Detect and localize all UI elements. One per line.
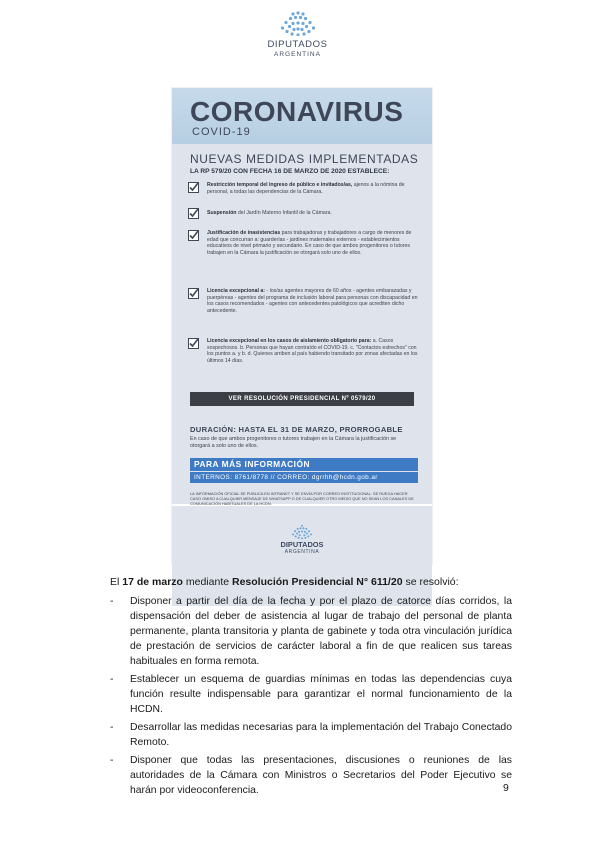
flyer-subtitle: COVID-19 [192,126,251,138]
measure-text: Licencia excepcional en los casos de aislamiento obligatorio para: a. Casos sospechosos. b. Personas que hayan contraído el COVID-19. c. "Contactos estrechos" con los puntos a. y b. d. Quienes arriben al país habiendo transitado por zonas afectadas en los últimos 14 días. [207,338,418,364]
flyer-banner [172,88,432,144]
checkbox-checked-icon [188,182,199,193]
flyer-footer-name: DIPUTADOS [280,540,324,549]
flyer-lower [172,506,432,606]
info-title: PARA MÁS INFORMACIÓN [190,458,418,471]
checkbox-checked-icon [188,288,199,299]
congress-dome-icon [272,10,324,36]
list-item: - Establecer un esquema de guardias mínimas en todas las dependencias cuya función resulte indispensable para garantizar el normal funcionamiento de la HCDN. [110,674,512,715]
checkbox-checked-icon [188,338,199,349]
congress-dome-icon [287,524,317,539]
org-name: DIPUTADOS [267,39,328,50]
measure-text: Justificación de inasistencias para trabajadoras y trabajadores a cargo de menores de edad que concurran a: guarderías - jardines maternales externos - establecimientos educativos de nivel primario y secundario. En caso de que ambos progenitores o tutores trabajen en la Cámara la justificación se otorgará solo uno de ellos. [207,230,412,256]
page-number: 9 [503,782,509,794]
org-country: ARGENTINA [274,51,321,58]
measures-heading: NUEVAS MEDIDAS IMPLEMENTADAS [190,152,419,166]
measure-text: Suspensión del Jardín Materno Infantil de la Cámara. [207,210,332,216]
list-item: - Disponer que todas las presentaciones, discusiones o reuniones de las autoridades de la Cámara con Ministros o Secretarios del Poder Ejecutivo se harán por videoconferencia. [110,755,512,796]
duration-text: En caso de que ambos progenitores o tutores trabajen en la Cámara la justificación se otorgará a solo uno de ellos. [190,436,397,449]
measure-text: Restricción temporal del ingreso de público e invitados/as, ajenos a la nómina de personal, a todas las dependencias de la Cámara. [207,182,405,195]
flyer-footer-country: ARGENTINA [284,549,320,555]
checkbox-checked-icon [188,230,199,241]
checkbox-checked-icon [188,208,199,219]
info-box [190,458,418,485]
flyer-footer-logo [172,524,432,555]
list-item: - Disponer a partir del día de la fecha y por el plazo de catorce días corridos, la dispensación del deber de asistencia al lugar de trabajo del personal de planta permanente, planta transitoria y planta de gabinete y toda otra vinculación jurídica de prestación de servicios de carácter laboral a fin de que realicen sus tareas habituales en forma remota. [110,596,512,667]
flyer-body [172,144,432,504]
intro-paragraph: El 17 de marzo mediante Resolución Presidencial N° 611/20 se resolvió: [110,576,459,588]
duration-heading: DURACIÓN: HASTA EL 31 DE MARZO, PRORROGABLE [190,425,403,434]
measure-text: Licencia excepcional a: - los/as agentes mayores de 60 años - agentes embarazadas y puerpéreas - agentes del programa de inclusión laboral para personas con discapacidad en los casos recomendados - agentes con antecedentes patológicos que acrediten dicho antecedente. [207,288,418,314]
coronavirus-flyer [172,88,432,564]
view-resolution-button[interactable]: VER RESOLUCIÓN PRESIDENCIAL Nº 0579/20 [190,392,414,406]
header-logo [0,10,595,58]
resolution-list [110,594,512,801]
flyer-disclaimer: LA INFORMACIÓN OFICIAL SE PUBLICA EN INTRANET Y SE ENVÍA POR CORREO INSTITUCIONAL. SE RUEGA HACER CASO OMISO A CUALQUIER MENSAJE DE WHATSAPP O DE CUALQUIER OTRO MEDIO QUE NO SEAN LOS CANALES DE COMUNICACIÓN HABITUALES DE LA HCDN. [190,491,414,507]
info-contact: INTERNOS: 8761/8778 // CORREO: dgrrhh@hcdn.gob.ar [190,472,418,483]
flyer-title: CORONAVIRUS [190,96,404,127]
rp-line: LA RP 579/20 CON FECHA 16 DE MARZO DE 2020 ESTABLECE: [190,168,390,175]
list-item: - Desarrollar las medidas necesarias para la implementación del Trabajo Conectado Remoto. [110,722,512,748]
